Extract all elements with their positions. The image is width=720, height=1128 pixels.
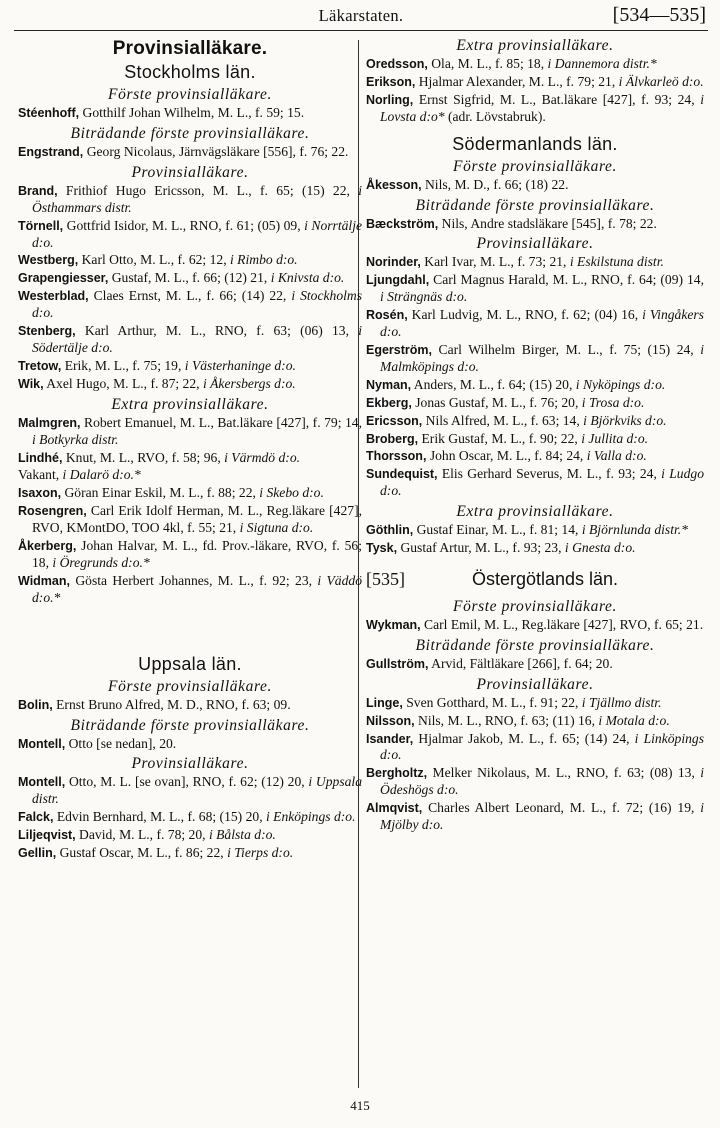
entry bbox=[366, 448, 704, 465]
entry-name: Rosén, bbox=[366, 308, 408, 323]
section-heading: Extra provinsialläkare. bbox=[456, 503, 614, 521]
entry-place: i Öregrunds d:o.* bbox=[52, 554, 150, 570]
entry bbox=[366, 395, 704, 412]
entry-place: i Ödeshögs d:o. bbox=[380, 765, 704, 798]
section-heading: Förste provinsialläkare. bbox=[108, 86, 272, 103]
section-heading: Provinsialläkare. bbox=[476, 675, 594, 693]
entry-name: Westerblad, bbox=[18, 289, 89, 304]
entry bbox=[366, 765, 704, 799]
folio: 415 bbox=[350, 1098, 370, 1113]
section-heading: Biträdande förste provinsialläkare. bbox=[70, 124, 310, 142]
entry-name: Åkesson, bbox=[366, 177, 422, 192]
entry-text: Erik Gustaf, M. L., f. 90; 22, bbox=[418, 430, 582, 446]
entry-name: Egerström, bbox=[366, 342, 432, 357]
entry bbox=[18, 736, 362, 753]
entry-place: i Vingåkers d:o. bbox=[380, 307, 704, 340]
entry-place: i Björkviks d:o. bbox=[583, 412, 667, 428]
entry-text: Gustaf Oscar, M. L., f. 86; 22, bbox=[56, 845, 228, 861]
entry-text: (adr. Lövstabruk). bbox=[444, 108, 546, 124]
entry bbox=[366, 656, 704, 673]
entry-place: i Östhammars distr. bbox=[32, 182, 362, 215]
entry-text: Gustaf Artur, M. L., f. 93; 23, bbox=[397, 540, 565, 556]
entry-place: i Skebo d:o. bbox=[259, 485, 324, 501]
entry bbox=[366, 540, 704, 557]
entry-place: i Sigtuna d:o. bbox=[239, 520, 314, 536]
entry bbox=[18, 827, 362, 844]
section-heading: Extra provinsialläkare. bbox=[456, 37, 614, 54]
entry-name: Göthlin, bbox=[366, 523, 414, 538]
section-heading: Extra provinsialläkare. bbox=[111, 395, 269, 413]
entry-text: Axel Hugo, M. L., f. 87; 22, bbox=[43, 375, 203, 391]
entry bbox=[366, 307, 704, 341]
right-column bbox=[366, 34, 704, 835]
entry-name: Stenberg, bbox=[18, 324, 76, 339]
entry-name: Isander, bbox=[366, 731, 414, 746]
entry bbox=[366, 92, 704, 126]
entry-name: Tysk, bbox=[366, 541, 398, 556]
entry bbox=[366, 342, 704, 376]
entry-place: i Valla d:o. bbox=[586, 448, 647, 464]
entry-name: Widman, bbox=[18, 573, 70, 588]
entry-place: i Tierps d:o. bbox=[227, 845, 294, 861]
entry-text: Otto, M. L. [se ovan], RNO, f. 62; (12) 20, bbox=[65, 774, 309, 790]
section-heading: Provinsialläkare. bbox=[131, 163, 249, 181]
entry bbox=[366, 466, 704, 500]
running-head-title: Läkarstaten. bbox=[318, 6, 404, 25]
entry-text: Knut, M. L., RVO, f. 58; 96, bbox=[62, 449, 225, 465]
entry bbox=[18, 183, 362, 217]
entry-place: i Stockholms d:o. bbox=[32, 288, 363, 321]
entry-text: Ernst Bruno Alfred, M. D., RNO, f. 63; 09. bbox=[52, 696, 291, 712]
entry-text: Gottfrid Isidor, M. L., RNO, f. 61; (05) 09, bbox=[63, 217, 305, 233]
entry-name: Almqvist, bbox=[366, 801, 423, 816]
entry-place: i Jullita d:o. bbox=[581, 430, 649, 446]
section-heading: Förste provinsialläkare. bbox=[453, 597, 617, 615]
entry-place: i Malmköpings d:o. bbox=[380, 341, 704, 374]
entry-place: i Dalarö d:o.* bbox=[62, 467, 141, 483]
entry-text: Göran Einar Eskil, M. L., f. 88; 22, bbox=[61, 485, 260, 501]
entry bbox=[18, 358, 362, 375]
entry-name: Erikson, bbox=[366, 74, 416, 89]
entry-text: Anders, M. L., f. 64; (15) 20, bbox=[411, 376, 576, 392]
entry-name: Isaxon, bbox=[18, 486, 62, 501]
entry-text: David, M. L., f. 78; 20, bbox=[75, 827, 209, 843]
entry bbox=[18, 218, 362, 252]
entry-name: Linge, bbox=[366, 695, 403, 710]
entry-text: Edvin Bernhard, M. L., f. 68; (15) 20, bbox=[53, 809, 266, 825]
entry bbox=[366, 413, 704, 430]
entry bbox=[366, 272, 704, 306]
entry-name: Törnell, bbox=[18, 218, 64, 233]
entry-text: Ernst Sigfrid, M. L., Bat.läkare [427], f. 93; 24, bbox=[413, 91, 701, 107]
entry-name: Wik, bbox=[18, 376, 44, 391]
entry-text: Karl Ludvig, M. L., RNO, f. 62; (04) 16, bbox=[407, 307, 643, 323]
entry-text: Erik, M. L., f. 75; 19, bbox=[61, 357, 185, 373]
entry bbox=[18, 252, 362, 269]
section-heading: Förste provinsialläkare. bbox=[108, 677, 272, 695]
section-heading: Biträdande förste provinsialläkare. bbox=[415, 636, 655, 654]
running-head bbox=[14, 4, 708, 31]
entry-name: Westberg, bbox=[18, 253, 79, 268]
entry-place: i Knivsta d:o. bbox=[270, 270, 345, 286]
spacer bbox=[18, 608, 362, 652]
entry bbox=[366, 177, 704, 194]
entry-text: Nils, M. L., RNO, f. 63; (11) 16, bbox=[414, 712, 599, 728]
section-heading: Biträdande förste provinsialläkare. bbox=[415, 196, 655, 214]
entry bbox=[18, 467, 362, 484]
entry bbox=[366, 617, 704, 634]
entry-text: Carl Wilhelm Birger, M. L., f. 75; (15) 24, bbox=[432, 341, 701, 357]
entry-text: Karl Otto, M. L., f. 62; 12, bbox=[78, 252, 230, 268]
entry-text: Ola, M. L., f. 85; 18, bbox=[427, 56, 548, 71]
entry bbox=[18, 774, 362, 808]
entry-name: Norinder, bbox=[366, 255, 421, 270]
entry-name: Rosengren, bbox=[18, 504, 87, 519]
entry-name: Bolin, bbox=[18, 697, 53, 712]
entry-name: Falck, bbox=[18, 810, 54, 825]
entry-place: i Gnesta d:o. bbox=[564, 540, 636, 556]
entry-name: Wykman, bbox=[366, 617, 421, 632]
entry bbox=[18, 450, 362, 467]
entry-place: i Motala d:o. bbox=[598, 712, 670, 728]
entry bbox=[366, 377, 704, 394]
entry-place: i Nyköpings d:o. bbox=[575, 376, 666, 392]
county-heading-ostergotland bbox=[366, 567, 704, 595]
entry bbox=[366, 522, 704, 539]
entry-place: i Västerhaninge d:o. bbox=[184, 357, 296, 373]
entry-text: Nils, Andre stadsläkare [545], f. 78; 22. bbox=[438, 215, 657, 231]
entry bbox=[18, 270, 362, 287]
page-range: [534—535] bbox=[612, 4, 706, 26]
entry-name: Broberg, bbox=[366, 431, 419, 446]
entry bbox=[18, 697, 362, 714]
main-heading: Provinsialläkare. bbox=[112, 38, 268, 59]
section-heading: Provinsialläkare. bbox=[131, 755, 249, 773]
entry-name: Ekberg, bbox=[366, 395, 412, 410]
entry-text: Nils Alfred, M. L., f. 63; 14, bbox=[422, 412, 584, 428]
entry-place: i Mjölby d:o. bbox=[380, 800, 704, 833]
entry-place: i Eskilstuna distr. bbox=[569, 254, 664, 270]
entry-place: i Väddö d:o.* bbox=[32, 572, 362, 605]
entry-name: Stéenhoff, bbox=[18, 106, 80, 120]
entry-place: i Uppsala distr. bbox=[32, 774, 362, 807]
entry bbox=[18, 288, 362, 322]
entry-place: i Södertälje d:o. bbox=[32, 323, 362, 355]
entry-name: Malmgren, bbox=[18, 415, 81, 430]
entry bbox=[18, 538, 362, 572]
entry-text: Arvid, Fältläkare [266], f. 64; 20. bbox=[428, 655, 613, 671]
entry-text: Robert Emanuel, M. L., Bat.läkare [427], f. 79; 14, bbox=[80, 414, 362, 430]
county-heading-stockholm: Stockholms län. bbox=[124, 62, 256, 82]
entry bbox=[366, 800, 704, 834]
entry-text: Karl Ivar, M. L., f. 73; 21, bbox=[420, 254, 570, 270]
entry-text: Claes Ernst, M. L., f. 66; (14) 22, bbox=[88, 288, 292, 304]
entry-name: Norling, bbox=[366, 92, 414, 107]
entry bbox=[366, 74, 704, 91]
entry-place: i Älvkarleö d:o. bbox=[618, 73, 704, 89]
entry-name: Ljungdahl, bbox=[366, 273, 430, 288]
entry bbox=[18, 503, 362, 537]
entry bbox=[18, 105, 362, 122]
entry-place: i Björnlunda distr.* bbox=[581, 522, 688, 538]
entry-name: Brand, bbox=[18, 183, 58, 198]
entry-place: i Värmdö d:o. bbox=[224, 449, 301, 465]
entry-text: Gotthilf Johan Wilhelm, M. L., f. 59; 15. bbox=[79, 105, 305, 120]
entry-place: i Strängnäs d:o. bbox=[380, 289, 468, 305]
left-column bbox=[18, 34, 362, 863]
entry-text: Nils, M. D., f. 66; (18) 22. bbox=[421, 176, 569, 192]
entry-place: i Ludgo d:o. bbox=[380, 466, 704, 499]
entry-text: Frithiof Hugo Ericsson, M. L., f. 65; (15) 22, bbox=[57, 182, 359, 198]
entry-name: Nyman, bbox=[366, 377, 412, 392]
entry-place: i Trosa d:o. bbox=[581, 394, 645, 410]
county-heading-uppsala: Uppsala län. bbox=[138, 653, 242, 674]
entry-text: Gustaf, M. L., f. 66; (12) 21, bbox=[108, 270, 271, 286]
entry-name: Oredsson, bbox=[366, 57, 428, 71]
entry-name: Engstrand, bbox=[18, 144, 84, 159]
page-number-marker: [535] bbox=[366, 568, 405, 589]
entry-place: i Lovsta d:o* bbox=[380, 91, 704, 124]
entry bbox=[366, 431, 704, 448]
entry-name: Åkerberg, bbox=[18, 539, 77, 554]
entry-text: Johan Halvar, M. L., fd. Prov.-läkare, RVO, f. 56; 18, bbox=[32, 538, 362, 570]
entry-text: Hjalmar Alexander, M. L., f. 79; 21, bbox=[415, 73, 619, 89]
county-heading-sodermanland: Södermanlands län. bbox=[452, 133, 618, 154]
entry-text: Gösta Herbert Johannes, M. L., f. 92; 23, bbox=[69, 572, 318, 588]
entry-text: Melker Nikolaus, M. L., RNO, f. 63; (08) 13, bbox=[427, 765, 701, 781]
entry-text: Elis Gerhard Severus, M. L., f. 93; 24, bbox=[437, 466, 662, 482]
entry bbox=[366, 56, 704, 73]
entry bbox=[18, 845, 362, 862]
entry-text: Carl Magnus Harald, M. L., RNO, f. 64; (09) 14, bbox=[429, 272, 704, 288]
entry-place: i Bålsta d:o. bbox=[208, 827, 276, 843]
entry-text: Jonas Gustaf, M. L., f. 76; 20, bbox=[411, 394, 582, 410]
entry-text: Carl Erik Idolf Herman, M. L., Reg.läkare [427], RVO, KMontDO, TOO 4kl, f. 55; 21, bbox=[32, 503, 362, 536]
entry-name: Tretow, bbox=[18, 358, 62, 373]
entry-text: Carl Emil, M. L., Reg.läkare [427], RVO, f. 65; 21. bbox=[420, 616, 704, 632]
entry-name: Nilsson, bbox=[366, 713, 415, 728]
entry-place: i Norrtälje d:o. bbox=[32, 217, 363, 250]
entry-name: Montell, bbox=[18, 775, 66, 790]
entry-name: Montell, bbox=[18, 736, 66, 751]
entry bbox=[366, 713, 704, 730]
entry bbox=[366, 216, 704, 233]
entry bbox=[18, 485, 362, 502]
entry-text: John Oscar, M. L., f. 84; 24, bbox=[426, 448, 587, 464]
entry-name: Thorsson, bbox=[366, 449, 427, 464]
entry-text: Vakant, bbox=[18, 467, 63, 483]
entry-text: Hjalmar Jakob, M. L., f. 65; (14) 24, bbox=[413, 730, 635, 746]
entry bbox=[18, 415, 362, 449]
entry-name: Grapengiesser, bbox=[18, 271, 109, 286]
entry bbox=[18, 376, 362, 393]
entry-name: Bæckström, bbox=[366, 216, 439, 231]
section-heading: Biträdande förste provinsialläkare. bbox=[70, 716, 310, 734]
section-heading: Provinsialläkare. bbox=[476, 235, 594, 253]
entry-text: Gustaf Einar, M. L., f. 81; 14, bbox=[413, 522, 582, 538]
entry bbox=[366, 254, 704, 271]
entry-place: i Tjällmo distr. bbox=[581, 694, 662, 710]
entry bbox=[366, 731, 704, 765]
entry-place: i Dannemora distr.* bbox=[547, 56, 657, 71]
entry-name: Sundequist, bbox=[366, 467, 438, 482]
entry-place: i Rimbo d:o. bbox=[230, 252, 298, 268]
entry-name: Lindhé, bbox=[18, 450, 63, 465]
entry bbox=[18, 809, 362, 826]
entry bbox=[18, 323, 362, 357]
entry bbox=[366, 695, 704, 712]
entry-text: Otto [se nedan], 20. bbox=[65, 735, 177, 751]
entry-name: Gellin, bbox=[18, 846, 57, 861]
entry-place: i Enköpings d:o. bbox=[266, 809, 356, 825]
county-name: Östergötlands län. bbox=[471, 568, 619, 589]
entry-name: Bergholtz, bbox=[366, 766, 428, 781]
entry-place: i Botkyrka distr. bbox=[32, 431, 119, 447]
entry-text: Charles Albert Leonard, M. L., f. 72; (16) 19, bbox=[422, 800, 701, 816]
entry-place: i Åkersbergs d:o. bbox=[202, 375, 296, 391]
section-heading: Förste provinsialläkare. bbox=[453, 157, 617, 175]
entry-text: Sven Gotthard, M. L., f. 91; 22, bbox=[402, 694, 582, 710]
entry bbox=[18, 144, 362, 161]
entry bbox=[18, 573, 362, 607]
entry-name: Liljeqvist, bbox=[18, 828, 76, 843]
entry-text: Karl Arthur, M. L., RNO, f. 63; (06) 13, bbox=[75, 323, 359, 339]
entry-place: i Linköpings d:o. bbox=[380, 730, 704, 763]
entry-name: Gullström, bbox=[366, 656, 429, 671]
entry-name: Ericsson, bbox=[366, 413, 423, 428]
entry-text: Georg Nicolaus, Järnvägsläkare [556], f. 76; 22. bbox=[83, 143, 349, 159]
